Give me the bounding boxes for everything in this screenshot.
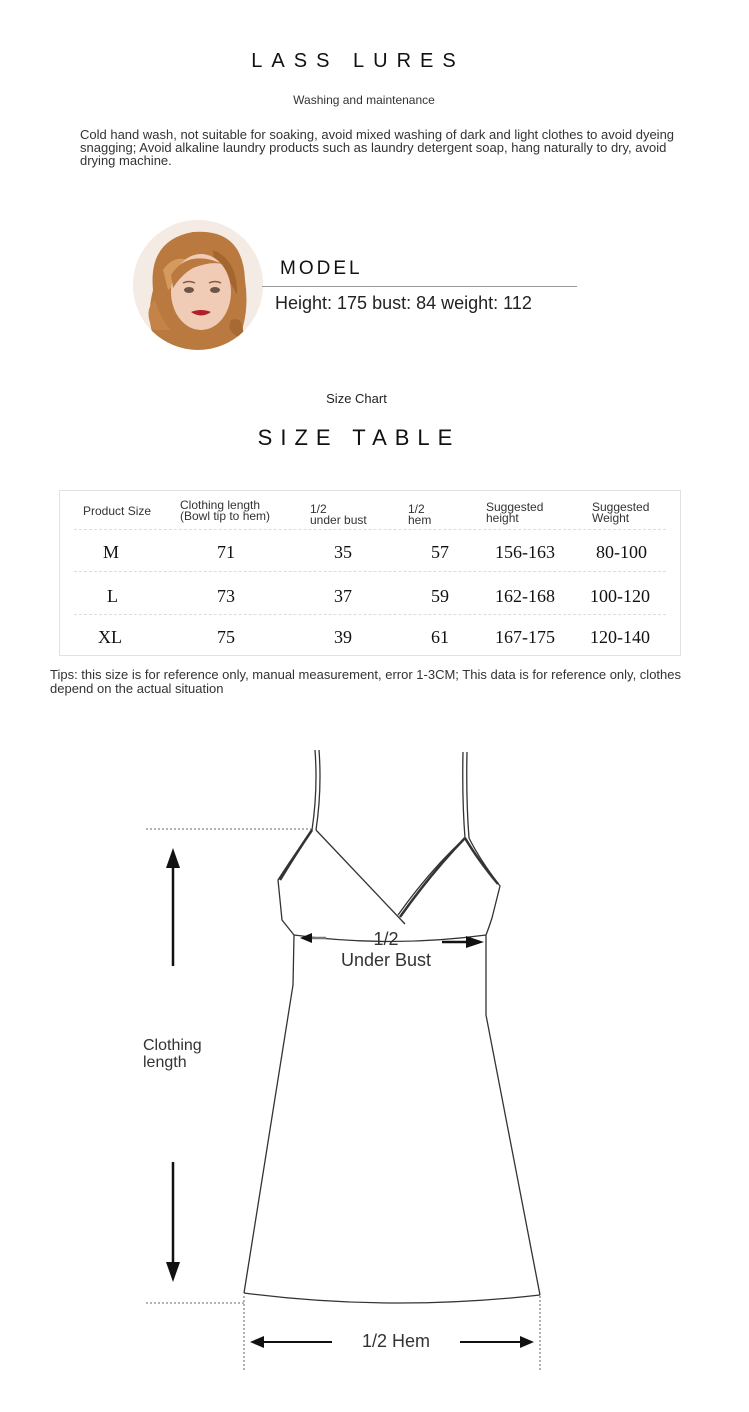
header-line: (Bowl tip to hem) [180, 509, 271, 523]
cell-bust: 35 [334, 542, 352, 562]
care-text: Cold hand wash, not suitable for soaking, avoid mixed washing of dark and light clothes to avoid dyeing snagging; Avoid alkaline laundry products such as laundry detergent soap, hang naturally to dry, avoid drying machine. [80, 127, 675, 168]
cell-hem: 57 [431, 542, 449, 562]
header-line: 1/2 [310, 502, 327, 516]
header-line: Suggested [486, 500, 544, 514]
cell-height: 162-168 [495, 586, 555, 606]
cell-length: 71 [217, 542, 235, 562]
care-title: Washing and maintenance [293, 93, 435, 107]
header-line: Suggested [592, 500, 650, 514]
header-line: hem [408, 513, 432, 527]
size-table-heading: SIZE TABLE [257, 425, 461, 450]
cell-bust: 39 [334, 627, 352, 647]
dress-outline-icon [244, 750, 540, 1303]
hem-label: 1/2 Hem [361, 1331, 431, 1351]
model-stats: Height: 175 bust: 84 weight: 112 [275, 293, 532, 313]
cell-size: M [103, 542, 120, 562]
model-title: MODEL [280, 258, 363, 279]
cell-size: L [107, 586, 118, 606]
length-label-line: length [143, 1054, 187, 1071]
measurement-guides [146, 829, 540, 1372]
length-label-line: Clothing [143, 1037, 202, 1054]
bust-label-fraction: 1/2 [373, 929, 399, 949]
bust-label-text: Under Bust [340, 950, 432, 970]
size-tips: Tips: this size is for reference only, manual measurement, error 1-3CM; This data is for reference only, clothes depend on the actual situation [50, 667, 681, 696]
cell-hem: 59 [431, 586, 449, 606]
brand-title: LASS LURES [251, 50, 465, 72]
cell-height: 167-175 [495, 627, 555, 647]
cell-size: XL [98, 627, 122, 647]
header-line: under bust [310, 513, 367, 527]
size-chart-caption: Size Chart [326, 391, 387, 406]
header-line: 1/2 [408, 502, 425, 516]
header-line: Product Size [83, 504, 152, 518]
cell-height: 156-163 [495, 542, 555, 562]
cell-length: 73 [217, 586, 235, 606]
cell-weight: 80-100 [596, 542, 647, 562]
length-label [143, 1037, 202, 1071]
cell-hem: 61 [431, 627, 449, 647]
header-line: Weight [592, 511, 630, 525]
cell-bust: 37 [334, 586, 352, 606]
header-line: height [486, 511, 519, 525]
cell-length: 75 [217, 627, 235, 647]
cell-weight: 100-120 [590, 586, 650, 606]
cell-weight: 120-140 [590, 627, 650, 647]
header-line: Clothing length [180, 498, 261, 512]
